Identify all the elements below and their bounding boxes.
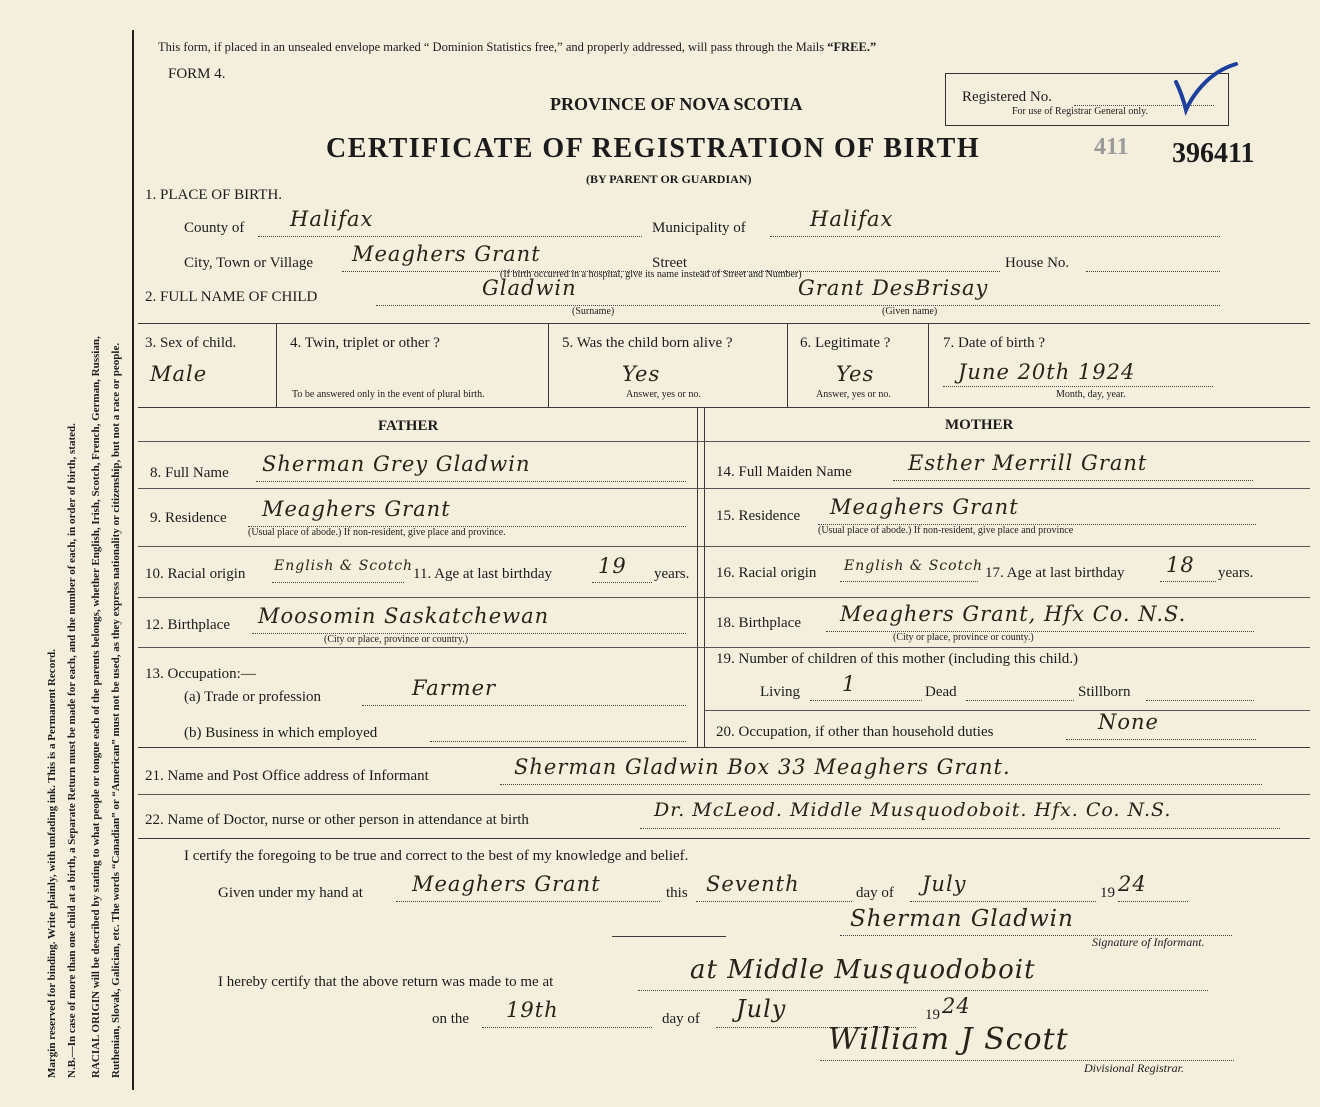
rule-row19 xyxy=(704,710,1310,711)
stillborn-line xyxy=(1146,700,1254,701)
mother-name-label: 14. Full Maiden Name xyxy=(716,464,852,480)
mother-age: 18 xyxy=(1166,553,1195,577)
father-heading: FATHER xyxy=(378,418,439,434)
day-of-label: day of xyxy=(856,885,894,901)
father-name: Sherman Grey Gladwin xyxy=(262,452,531,476)
house-label: House No. xyxy=(1005,255,1070,271)
center-rule-a xyxy=(697,407,698,747)
father-age-label: 11. Age at last birthday xyxy=(413,566,552,582)
city-label: City, Town or Village xyxy=(184,255,314,271)
child-surname: Gladwin xyxy=(482,276,577,300)
rule-row3-v1 xyxy=(276,323,277,407)
dob-label: 7. Date of birth ? xyxy=(943,335,1046,351)
county-label: County of xyxy=(184,220,245,236)
stillborn-label: Stillborn xyxy=(1078,684,1131,700)
father-age: 19 xyxy=(598,554,627,578)
dob-line xyxy=(943,386,1213,387)
registrar-place-line xyxy=(638,990,1208,991)
mother-age-line xyxy=(1160,581,1216,582)
municipality-value: Halifax xyxy=(810,207,894,231)
rule-row21 xyxy=(138,794,1310,795)
given-caption: (Given name) xyxy=(882,306,938,317)
mother-occupation-line xyxy=(1066,739,1256,740)
informant-value: Sherman Gladwin Box 33 Meaghers Grant. xyxy=(514,755,1011,779)
mother-birthplace-label: 18. Birthplace xyxy=(716,615,801,631)
reg-number-faint: 411 xyxy=(1094,134,1129,160)
business-line xyxy=(430,741,686,742)
center-rule-b xyxy=(704,407,705,747)
living-line xyxy=(810,700,922,701)
mother-heading: MOTHER xyxy=(945,417,1014,433)
registrar-statement: I hereby certify that the above return was made to me at xyxy=(218,974,554,990)
mother-residence-note: (Usual place of abode.) If non-resident, give place and province xyxy=(818,525,1074,536)
child-name-line xyxy=(376,305,1220,306)
rule-row22 xyxy=(138,838,1310,839)
rule-headings xyxy=(138,441,1310,442)
business-label: (b) Business in which employed xyxy=(184,725,378,741)
registrar-signature: William J Scott xyxy=(828,1022,1069,1057)
separator xyxy=(612,936,726,937)
sex-value: Male xyxy=(150,362,208,386)
registrar-year-prefix: 19 xyxy=(925,1007,940,1023)
alive-value: Yes xyxy=(622,362,661,386)
rule-row3-v2 xyxy=(548,323,549,407)
mother-racial-label: 16. Racial origin xyxy=(716,565,817,581)
twin-note: To be answered only in the event of plural birth. xyxy=(292,389,485,400)
father-years: years. xyxy=(654,566,690,582)
trade-label: (a) Trade or profession xyxy=(184,689,322,705)
street-label: Street xyxy=(652,255,687,271)
children-label: 19. Number of children of this mother (including this child.) xyxy=(716,651,1079,667)
father-birthplace-label: 12. Birthplace xyxy=(145,617,230,633)
given-place-line xyxy=(396,901,660,902)
year-line xyxy=(1118,901,1188,902)
mother-birthplace: Meaghers Grant, Hfx Co. N.S. xyxy=(840,602,1187,626)
registrar-year-suffix: 24 xyxy=(942,994,971,1018)
margin-note-racial-origin-2: Ruthenian, Slovak, Galician, etc. The words “Canadian” or “American” must not be used, as they express nationality or citizenship, but not a race or people. xyxy=(110,342,122,1078)
rule-row13-bottom xyxy=(138,747,1310,748)
trade-line xyxy=(362,705,686,706)
father-racial-line xyxy=(272,582,404,583)
mother-name-line xyxy=(893,480,1253,481)
mother-residence-label: 15. Residence xyxy=(716,508,801,524)
place-heading: 1. PLACE OF BIRTH. xyxy=(145,187,283,203)
house-line xyxy=(1086,271,1220,272)
rule-row3-bottom xyxy=(138,407,1310,408)
province-title: PROVINCE OF NOVA SCOTIA xyxy=(550,94,803,114)
page-subtitle: (BY PARENT OR GUARDIAN) xyxy=(586,172,752,186)
reg-number: 396411 xyxy=(1172,138,1255,169)
father-name-label: 8. Full Name xyxy=(150,465,229,481)
informant-signature-caption: Signature of Informant. xyxy=(1092,935,1205,949)
registrar-month: July xyxy=(736,995,787,1023)
doctor-line xyxy=(640,828,1280,829)
child-name-label: 2. FULL NAME OF CHILD xyxy=(145,289,318,305)
day-line xyxy=(696,901,852,902)
dob-value: June 20th 1924 xyxy=(958,360,1136,384)
given-place: Meaghers Grant xyxy=(412,872,601,896)
month-line xyxy=(910,901,1096,902)
father-age-line xyxy=(592,582,652,583)
mother-years: years. xyxy=(1218,565,1254,581)
margin-note-binding: Margin reserved for binding. Write plainly, with unfading ink. This is a Permanent Record. xyxy=(46,649,58,1078)
year-suffix: 24 xyxy=(1118,872,1147,896)
legit-value: Yes xyxy=(836,362,875,386)
margin-rule xyxy=(132,30,134,1090)
twin-label: 4. Twin, triplet or other ? xyxy=(290,335,440,351)
mother-birthplace-note: (City or place, province or county.) xyxy=(893,632,1034,643)
on-the-label: on the xyxy=(432,1011,470,1027)
living-value: 1 xyxy=(842,672,857,696)
given-label: Given under my hand at xyxy=(218,885,363,901)
rule-row9 xyxy=(138,546,1310,547)
this-label: this xyxy=(666,885,688,901)
mother-racial-line xyxy=(840,581,978,582)
rule-row3-top xyxy=(138,323,1310,324)
day-value: Seventh xyxy=(706,872,800,896)
city-value: Meaghers Grant xyxy=(352,242,541,266)
registrar-note: For use of Registrar General only. xyxy=(1012,106,1148,117)
year-prefix: 19 xyxy=(1100,885,1115,901)
living-label: Living xyxy=(760,684,800,700)
county-line xyxy=(258,236,642,237)
father-residence-label: 9. Residence xyxy=(150,510,227,526)
certify-statement: I certify the foregoing to be true and correct to the best of my knowledge and belief. xyxy=(184,848,689,864)
hospital-note: (If birth occurred in a hospital, give its name instead of Street and Number) xyxy=(500,269,802,280)
mother-age-label: 17. Age at last birthday xyxy=(985,565,1125,581)
registrar-day: 19th xyxy=(506,998,559,1022)
registrar-day-line xyxy=(482,1027,652,1028)
rule-row3-v3 xyxy=(787,323,788,407)
mother-racial: English & Scotch xyxy=(844,558,984,574)
mother-residence: Meaghers Grant xyxy=(830,495,1019,519)
margin-note-plural-birth: N.B.—In case of more than one child at a birth, a Separate Return must be made for each, and the number of each, in order of birth, stated. xyxy=(66,423,78,1078)
doctor-label: 22. Name of Doctor, nurse or other person in attendance at birth xyxy=(145,812,529,828)
sex-label: 3. Sex of child. xyxy=(145,335,237,351)
registrar-day-of: day of xyxy=(662,1011,700,1027)
dead-line xyxy=(966,700,1074,701)
checkmark-icon xyxy=(1170,62,1240,122)
surname-caption: (Surname) xyxy=(572,306,615,317)
alive-label: 5. Was the child born alive ? xyxy=(562,335,733,351)
rule-row12 xyxy=(138,647,1310,648)
legit-label: 6. Legitimate ? xyxy=(800,335,891,351)
registered-label: Registered No. xyxy=(962,89,1052,105)
registrar-place: at Middle Musquodoboit xyxy=(690,955,1036,985)
father-birthplace: Moosomin Saskatchewan xyxy=(258,604,550,628)
margin-note-racial-origin: RACIAL ORIGIN will be described by stating to what people or tongue each of the parents belongs, whether English, Irish, Scotch, French, German, Russian, xyxy=(90,336,102,1078)
father-birthplace-line xyxy=(252,633,686,634)
municipality-label: Municipality of xyxy=(652,220,746,236)
form-number: FORM 4. xyxy=(168,66,226,82)
mother-occupation: None xyxy=(1098,710,1159,734)
legit-caption: Answer, yes or no. xyxy=(816,389,891,400)
month-value: July xyxy=(922,872,967,896)
trade-value: Farmer xyxy=(412,676,497,700)
father-racial-label: 10. Racial origin xyxy=(145,566,246,582)
dead-label: Dead xyxy=(925,684,957,700)
municipality-line xyxy=(770,236,1220,237)
alive-caption: Answer, yes or no. xyxy=(626,389,701,400)
mother-occupation-label: 20. Occupation, if other than household duties xyxy=(716,724,994,740)
mother-name: Esther Merrill Grant xyxy=(908,451,1148,475)
father-residence: Meaghers Grant xyxy=(262,497,451,521)
father-birthplace-note: (City or place, province or country.) xyxy=(324,634,469,645)
mother-birthplace-line xyxy=(826,631,1254,632)
occupation-label: 13. Occupation:— xyxy=(145,666,256,682)
dob-caption: Month, day, year. xyxy=(1056,389,1126,400)
rule-row3-v4 xyxy=(928,323,929,407)
page-title: CERTIFICATE OF REGISTRATION OF BIRTH xyxy=(326,133,981,164)
doctor-value: Dr. McLeod. Middle Musquodoboit. Hfx. Co. N.S. xyxy=(654,799,1172,821)
father-racial: English & Scotch xyxy=(274,558,414,574)
county-value: Halifax xyxy=(290,207,374,231)
child-given-name: Grant DesBrisay xyxy=(798,276,989,300)
rule-row8 xyxy=(138,488,1310,489)
informant-line xyxy=(500,784,1262,785)
father-name-line xyxy=(256,481,686,482)
informant-label: 21. Name and Post Office address of Informant xyxy=(145,768,429,784)
informant-signature: Sherman Gladwin xyxy=(850,906,1074,932)
father-residence-note: (Usual place of abode.) If non-resident, give place and province. xyxy=(248,527,506,538)
registrar-caption: Divisional Registrar. xyxy=(1084,1061,1185,1075)
rule-row10 xyxy=(138,597,1310,598)
mail-notice: This form, if placed in an unsealed envelope marked “ Dominion Statistics free,” and properly addressed, will pass through the Mails “FREE.” xyxy=(158,40,877,54)
